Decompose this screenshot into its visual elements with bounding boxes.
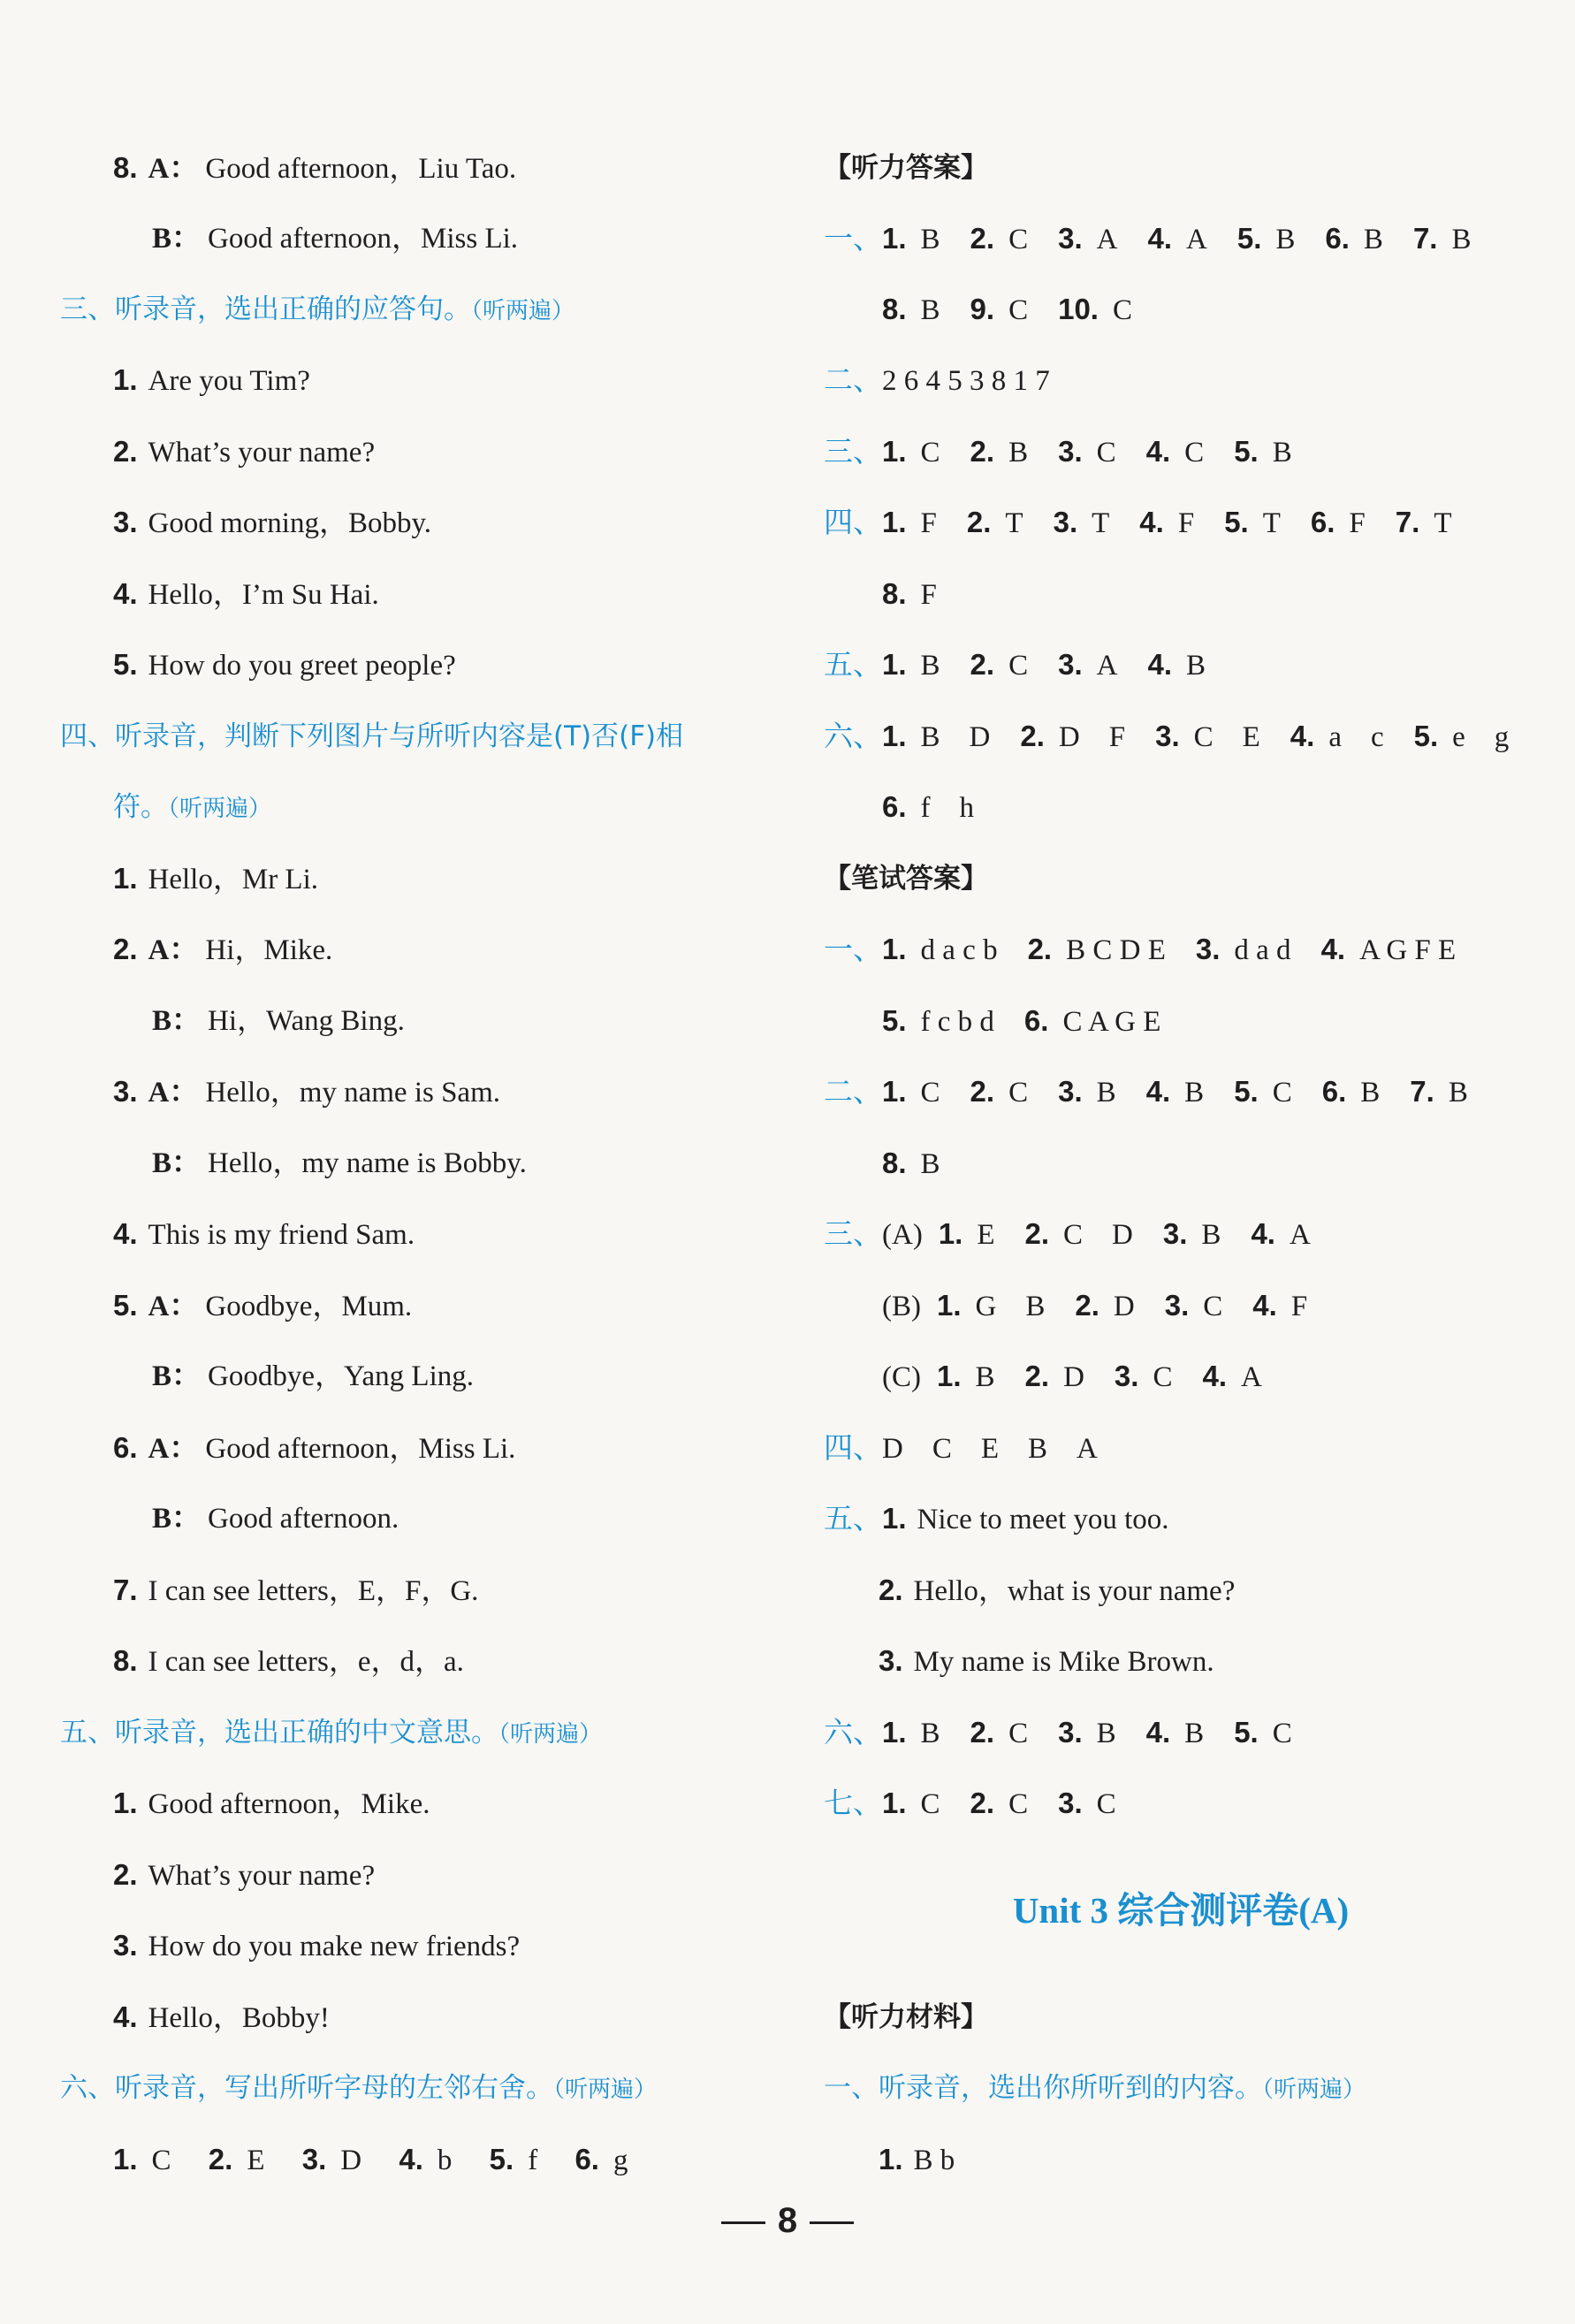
dialog-line: B： Good afternoon，Miss Li. [152, 223, 519, 255]
list-item: 1. B b [879, 2143, 955, 2176]
answer-value: F [920, 579, 937, 611]
answer-number: 7. [1410, 1075, 1434, 1108]
answer-value: C [1272, 1718, 1292, 1749]
answer-value: C [920, 1788, 940, 1820]
written-answers-header: 【笔试答案】 [824, 863, 988, 895]
section-mark: 二、 [824, 1074, 882, 1109]
answer-number: 1. [882, 720, 907, 752]
section-mark: 七、 [824, 1786, 882, 1820]
answer-value: C [1008, 1718, 1029, 1749]
answer-number: 2. [966, 506, 992, 538]
group-label: (C) [882, 1361, 921, 1393]
answer-number: 1. [938, 1217, 963, 1250]
answer-number: 2. [970, 648, 995, 681]
answer-number: 1. [937, 1289, 962, 1322]
answer-number: 3. [1058, 1075, 1083, 1108]
answer-value: B [1184, 1718, 1205, 1749]
answer-row [882, 1350, 1575, 1403]
unit-title: Unit 3 综合测评卷(A) [1012, 1890, 1350, 1931]
answer-number: 1. [882, 1787, 907, 1819]
answer-number: 2. [1027, 933, 1053, 965]
answer-row [824, 1065, 1575, 1118]
list-item: 4. Hello，Bobby! [113, 2000, 330, 2034]
answer-number: 5. [1236, 222, 1262, 255]
answer-value: C [1008, 294, 1029, 326]
section-mark: 四、 [824, 505, 882, 539]
list-item: 3. How do you make new friends? [113, 1929, 521, 1962]
section-mark: 六、 [824, 1715, 882, 1749]
answer-number: 4. [1252, 1289, 1277, 1322]
section-mark: 三、 [824, 434, 882, 469]
list-item: 4. This is my friend Sam. [113, 1217, 415, 1251]
answer-value: C [920, 1077, 940, 1109]
answer-number: 3. [1058, 648, 1083, 681]
section-heading: 三、听录音，选出正确的应答句。（听两遍） [60, 293, 575, 325]
answer-value: B [1184, 1077, 1205, 1109]
group-label: (B) [882, 1291, 921, 1322]
section-mark: 五、 [824, 647, 882, 682]
section-mark: 一、 [824, 932, 882, 966]
section-heading-continued: 符。（听两遍） [113, 791, 272, 823]
answer-number: 10. [1058, 293, 1099, 325]
answer-number: 1. [882, 506, 907, 538]
dash-right [810, 2221, 854, 2224]
dialog-line: 3. A： Hello，my name is Sam. [113, 1075, 501, 1109]
listening-answers-header: 【听力答案】 [824, 152, 988, 184]
answer-number: 4. [1145, 1716, 1171, 1749]
dialog-line: B： Hello，my name is Bobby. [152, 1147, 527, 1179]
list-item: 8. I can see letters，e，d，a. [113, 1644, 464, 1678]
answer-value: B C D E [1066, 934, 1166, 966]
answer-number: 4. [1320, 933, 1346, 965]
answer-number: 1. [882, 222, 907, 255]
answer-number: 1. [882, 435, 907, 468]
answer-value: f h [920, 792, 975, 824]
answer-number: 2. [1075, 1289, 1099, 1322]
dialog-line: B： Good afternoon. [152, 1503, 399, 1535]
answer-number: 2. [1024, 1217, 1050, 1250]
answer-value: C [1096, 437, 1116, 469]
answer-value: G B [975, 1291, 1046, 1322]
answer-row: 二、2 6 4 5 3 8 1 7 [824, 362, 1050, 397]
answer-number: 5. [882, 1004, 907, 1037]
list-item: 3. Good morning，Bobby. [113, 506, 432, 539]
answer-value: B [1272, 437, 1292, 469]
answer-value: C D [1063, 1219, 1133, 1251]
answer-number: 1. [882, 1075, 907, 1108]
answer-number: 4. [1139, 506, 1164, 538]
answer-number: 3. [1155, 720, 1180, 752]
dialog-line: 2. A： Hi，Mike. [113, 933, 333, 966]
answer-value: E [977, 1219, 995, 1251]
answer-value: a c [1328, 721, 1384, 753]
answer-value: B [1360, 1077, 1381, 1109]
answer-row: 四、D C E B A [824, 1430, 1098, 1465]
answer-number: 8. [882, 293, 907, 325]
answer-value: B [1363, 224, 1383, 255]
answer-number: 9. [970, 293, 995, 325]
answer-row [824, 496, 1575, 549]
answer-number: 6. [882, 790, 907, 823]
answer-value: C [1112, 294, 1132, 326]
answer-number: 1. [882, 648, 907, 681]
answer-value: A [1186, 224, 1207, 255]
answer-value: f c b d [920, 1006, 994, 1038]
dialog-line: 6. A： Good afternoon，Miss Li. [113, 1431, 516, 1465]
answer-row [882, 994, 1575, 1048]
answer-row [824, 1706, 1575, 1759]
answer-row [824, 923, 1575, 976]
dialog-line: 5. A： Goodbye，Mum. [113, 1289, 413, 1322]
answer-number: 8. [882, 1147, 907, 1179]
answer-value: B D [920, 721, 991, 753]
answer-value: A [1096, 224, 1118, 255]
answer-value: C [1203, 1291, 1223, 1322]
answer-value: e g [1452, 721, 1510, 753]
answer-number: 4. [1251, 1217, 1275, 1250]
section-mark: 六、 [824, 719, 882, 753]
answer-number: 2. [1020, 720, 1045, 752]
answer-value: F [920, 507, 937, 539]
answer-value: B [920, 294, 940, 326]
answer-value: d a d [1234, 934, 1291, 966]
answer-number: 6. [1325, 222, 1350, 255]
answer-value: F [1349, 507, 1366, 539]
answer-number: 4. [1202, 1360, 1227, 1392]
answer-value: C E [1193, 721, 1260, 753]
list-item: 2. Hello，what is your name? [879, 1573, 1236, 1607]
list-item: 4. Hello，I’m Su Hai. [113, 577, 379, 611]
dialog-line: B： Hi，Wang Bing. [152, 1005, 405, 1037]
answer-value: B [1096, 1077, 1116, 1109]
answer-number: 4. [1147, 222, 1172, 255]
answer-number: 2. [1024, 1360, 1050, 1392]
list-item: 2. What’s your name? [113, 1858, 376, 1892]
answer-value: D F [1058, 721, 1126, 753]
answer-value: B [920, 650, 940, 682]
answer-value: C [1008, 1788, 1029, 1820]
answer-row [882, 283, 1575, 336]
answer-value: T [1005, 507, 1023, 539]
answer-row [824, 212, 1575, 265]
answer-value: T [1434, 507, 1452, 539]
answer-value: B [1448, 1077, 1468, 1109]
page-number: 8 [0, 2201, 1575, 2241]
answer-value: D [1113, 1291, 1135, 1322]
answer-number: 3. [1162, 1217, 1188, 1250]
section-mark: 三、 [824, 1216, 882, 1251]
list-item: 5. How do you greet people? [113, 648, 456, 682]
answer-row: 1. C 2. E 3. D 4. b 5. f 6. g [113, 2143, 628, 2176]
answer-value: A [1289, 1219, 1311, 1251]
listening-material-header: 【听力材料】 [824, 2001, 988, 2033]
answer-value: C A G E [1062, 1006, 1161, 1038]
answer-number: 3. [1114, 1360, 1139, 1392]
answer-row [882, 1279, 1575, 1332]
section-heading: 四、听录音，判断下列图片与所听内容是(T)否(F)相 [60, 720, 684, 752]
answer-number: 4. [1147, 648, 1172, 681]
answer-number: 2. [970, 435, 995, 468]
answer-value: T [1092, 507, 1110, 539]
answer-value: d a c b [920, 934, 998, 966]
answer-row [824, 1208, 1575, 1261]
dialog-line: B： Goodbye，Yang Ling. [152, 1360, 474, 1392]
answer-number: 7. [1395, 506, 1420, 538]
answer-row [882, 1137, 1575, 1190]
answer-value: B [1186, 650, 1206, 682]
answer-number: 1. [937, 1360, 962, 1392]
answer-number: 1. [882, 933, 907, 965]
answer-value: D [1063, 1361, 1084, 1393]
answer-value: C [1184, 437, 1205, 469]
answer-number: 3. [1164, 1289, 1190, 1322]
answer-value: B [1201, 1219, 1221, 1251]
answer-number: 4. [1145, 1075, 1171, 1108]
section-heading: 五、听录音，选出正确的中文意思。（听两遍） [60, 1717, 603, 1749]
answer-row [824, 710, 1575, 763]
answer-number: 2. [970, 222, 995, 255]
answer-number: 8. [882, 577, 907, 610]
answer-value: B [1275, 224, 1296, 255]
list-item: 2. What’s your name? [113, 435, 376, 469]
answer-value: C [1008, 650, 1029, 682]
section-heading: 六、听录音，写出所听字母的左邻右舍。（听两遍） [60, 2072, 658, 2104]
answer-value: B [920, 224, 940, 255]
answer-value: C [1096, 1788, 1116, 1820]
list-item: 1. Are you Tim? [113, 363, 310, 397]
answer-value: B [920, 1718, 940, 1749]
answer-number: 4. [1290, 720, 1315, 752]
answer-value: B [920, 1148, 940, 1180]
answer-number: 5. [1234, 1716, 1259, 1749]
list-item: 1. Good afternoon，Mike. [113, 1787, 430, 1820]
dash-left [721, 2221, 765, 2224]
answer-value: B [1096, 1718, 1116, 1749]
answer-number: 7. [1412, 222, 1438, 255]
answer-value: F [1290, 1291, 1308, 1322]
answer-number: 3. [1058, 435, 1083, 468]
answer-row [824, 1777, 1575, 1830]
list-item: 1. Hello，Mr Li. [113, 862, 319, 895]
answer-number: 3. [1195, 933, 1221, 965]
answer-number: 5. [1234, 435, 1259, 468]
answer-number: 4. [1145, 435, 1171, 468]
answer-value: C [1008, 1077, 1029, 1109]
dialog-line: 8. A： Good afternoon，Liu Tao. [113, 151, 517, 185]
answer-value: C [920, 437, 940, 469]
answer-number: 6. [1310, 506, 1335, 538]
answer-row [882, 568, 1575, 621]
answer-value: A [1096, 650, 1118, 682]
answer-row [882, 781, 1575, 834]
answer-number: 6. [1023, 1004, 1049, 1037]
answer-number: 5. [1234, 1075, 1259, 1108]
answer-number: 6. [1321, 1075, 1347, 1108]
answer-value: T [1262, 507, 1281, 539]
answer-row [824, 638, 1575, 691]
answer-number: 5. [1413, 720, 1439, 752]
group-label: (A) [882, 1219, 923, 1251]
answer-number: 2. [970, 1787, 995, 1819]
list-item: 7. I can see letters，E，F，G. [113, 1573, 479, 1607]
answer-number: 3. [1058, 222, 1083, 255]
answer-value: B [1008, 437, 1029, 469]
answer-value: F [1177, 507, 1195, 539]
section-mark: 一、 [824, 221, 882, 255]
answer-value: C [1008, 224, 1029, 255]
answer-value: C [1153, 1361, 1173, 1393]
answer-value: A G F E [1359, 934, 1457, 966]
answer-number: 2. [970, 1716, 995, 1749]
answer-value: A [1241, 1361, 1262, 1393]
answer-value: B [1451, 224, 1472, 255]
answer-number: 2. [970, 1075, 995, 1108]
answer-number: 5. [1224, 506, 1249, 538]
section-heading: 一、听录音，选出你所听到的内容。（听两遍） [824, 2072, 1366, 2104]
answer-number: 3. [1053, 506, 1078, 538]
list-item: 五、1. Nice to meet you too. [824, 1501, 1169, 1535]
answer-row [824, 425, 1575, 478]
answer-value: B [975, 1361, 995, 1393]
answer-value: C [1272, 1077, 1292, 1109]
list-item: 3. My name is Mike Brown. [879, 1644, 1214, 1678]
answer-number: 3. [1058, 1787, 1083, 1819]
answer-number: 3. [1058, 1716, 1083, 1749]
answer-number: 1. [882, 1716, 907, 1749]
